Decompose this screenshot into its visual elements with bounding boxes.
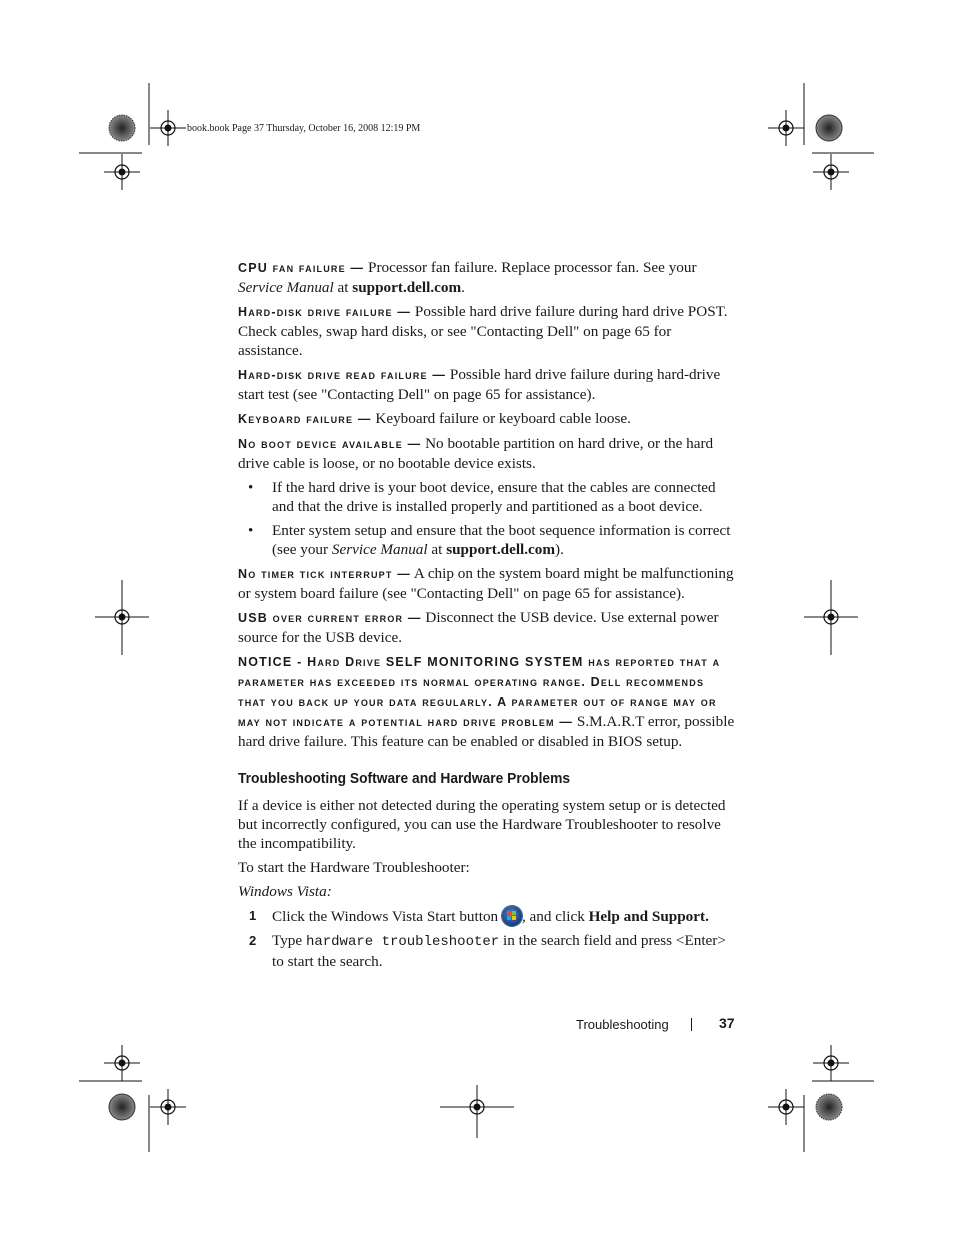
- footer-section-label: Troubleshooting: [576, 1017, 669, 1032]
- starburst-icon: [816, 1094, 842, 1120]
- bullet-icon: •: [248, 479, 254, 496]
- section-title: Troubleshooting Software and Hardware Problems: [238, 770, 571, 787]
- registration-mark-icon: [150, 1089, 186, 1125]
- entry-heading: No timer tick interrupt —: [238, 567, 411, 581]
- registration-mark-icon: [104, 154, 140, 190]
- list-item: • Enter system setup and ensure that the boot sequence information is correct (see your Service Manual at support.dell.com).: [248, 522, 731, 558]
- code-text: hardware troubleshooter: [305, 934, 500, 950]
- entry-hdd-read-failure: Hard-disk drive read failure — Possible hard drive failure during hard-drive start test (see "Contacting Dell" on page 65 for assistance).: [238, 366, 721, 403]
- step-list: [238, 906, 736, 971]
- registration-mark-icon: [813, 154, 849, 190]
- to-start-text: To start the Hardware Troubleshooter:: [238, 859, 470, 876]
- page-content: [238, 258, 736, 976]
- starburst-icon: [109, 115, 135, 141]
- entry-heading: Hard-disk drive read failure —: [238, 368, 447, 382]
- step-number: 2: [249, 933, 257, 948]
- entry-hdd-failure: Hard-disk drive failure — Possible hard drive failure during hard drive POST. Check cables, swap hard disks, or see "Contacting Dell" on page 65 for assistance.: [238, 303, 728, 359]
- registration-mark-icon: [104, 1045, 140, 1081]
- entry-no-timer-tick: No timer tick interrupt — A chip on the system board might be malfunctioning or system board failure (see "Contacting Dell" on page 65 for assistance).: [238, 565, 734, 602]
- step-number: 1: [249, 908, 257, 923]
- starburst-icon: [816, 115, 842, 141]
- entry-keyboard-failure: Keyboard failure — Keyboard failure or keyboard cable loose.: [238, 410, 631, 427]
- page-number: 37: [719, 1015, 735, 1031]
- registration-mark-icon: [813, 1045, 849, 1081]
- starburst-icon: [109, 1094, 135, 1120]
- list-item: • If the hard drive is your boot device, ensure that the cables are connected and that the drive is installed properly and partitioned as a boot device.: [248, 479, 716, 515]
- step-item: 2 Type hardware troubleshooter in the search field and press <Enter> to start the search.: [249, 932, 726, 970]
- registration-mark-icon: [768, 1089, 804, 1125]
- bullet-list: [238, 478, 736, 559]
- windows-start-icon: [502, 906, 522, 926]
- entry-cpu-fan: CPU fan failure — Processor fan failure. Replace processor fan. See your Service Manual at support.dell.com.: [238, 259, 697, 296]
- entry-heading: NOTICE - Hard Drive SELF MONITORING SYSTEM has reported that a parameter has exceeded its normal operating range. Dell recommends that you back up your data regularly. A parameter out of range may or may not indicate a potential hard drive problem —: [238, 655, 721, 729]
- entry-smart-notice: NOTICE - Hard Drive SELF MONITORING SYSTEM has reported that a parameter has exceeded its normal operating range. Dell recommends that you back up your data regularly. A parameter out of range may or may not indicate a potential hard drive problem — S.M.A.R.T error, possible hard drive failure. This feature can be enabled or disabled in BIOS setup.: [238, 655, 735, 750]
- entry-heading: Keyboard failure —: [238, 412, 372, 426]
- step-item: 1 Click the Windows Vista Start button , and click Help and Support.: [249, 908, 709, 925]
- intro-paragraph: If a device is either not detected during the operating system setup or is detected but incorrectly configured, you can use the Hardware Troubleshooter to resolve the incompatibility.: [238, 797, 726, 852]
- entry-usb-over-current: USB over current error — Disconnect the USB device. Use external power source for the USB device.: [238, 609, 719, 646]
- registration-mark-icon: [150, 110, 186, 146]
- entry-heading: No boot device available —: [238, 437, 422, 451]
- footer-divider: [691, 1018, 692, 1031]
- entry-no-boot-device: No boot device available — No bootable partition on hard drive, or the hard drive cable is loose, or no bootable device exists.: [238, 435, 714, 472]
- print-slug: book.book Page 37 Thursday, October 16, 2008 12:19 PM: [187, 123, 421, 134]
- entry-heading: Hard-disk drive failure —: [238, 305, 412, 319]
- registration-mark-icon: [768, 110, 804, 146]
- entry-heading: USB over current error —: [238, 611, 422, 625]
- os-label: Windows Vista:: [238, 883, 332, 900]
- bullet-icon: •: [248, 522, 254, 539]
- entry-heading: CPU fan failure —: [238, 261, 365, 275]
